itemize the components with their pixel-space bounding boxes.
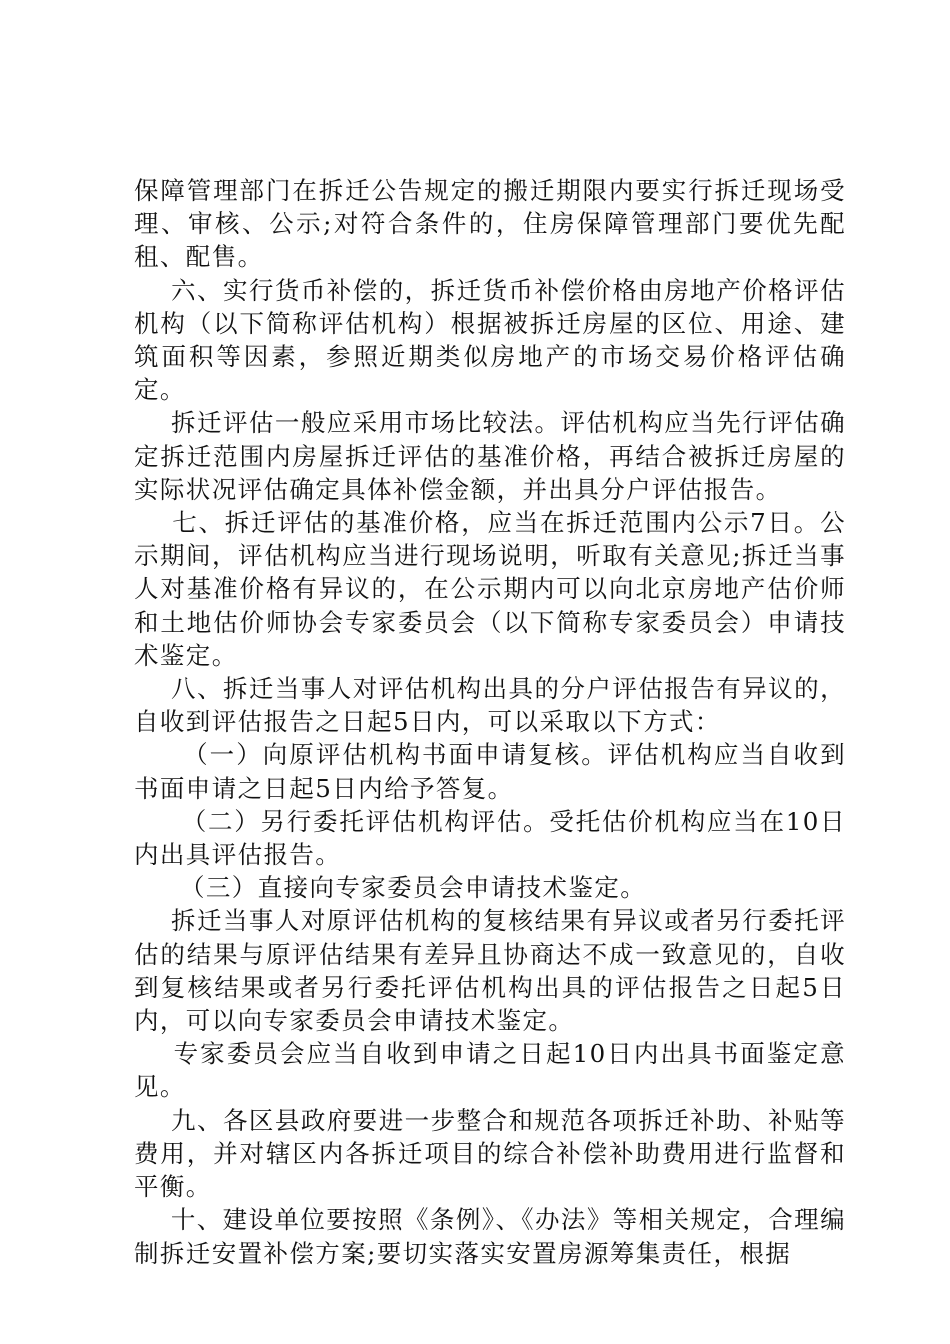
paragraph: 六、实行货币补偿的，拆迁货币补偿价格由房地产价格评估机构（以下简称评估机构）根据被拆迁房屋的区位、用途、建筑面积等因素，参照近期类似房地产的市场交易价格评估确定。 xyxy=(134,275,846,405)
paragraph: 专家委员会应当自收到申请之日起10日内出具书面鉴定意见。 xyxy=(134,1039,846,1102)
paragraph: 拆迁当事人对原评估机构的复核结果有异议或者另行委托评估的结果与原评估结果有差异且协商达不成一致意见的，自收到复核结果或者另行委托评估机构出具的评估报告之日起5日内，可以向专家委员会申请技术鉴定。 xyxy=(134,906,846,1036)
paragraph: （三）直接向专家委员会申请技术鉴定。 xyxy=(134,873,647,903)
paragraph: 拆迁评估一般应采用市场比较法。评估机构应当先行评估确定拆迁范围内房屋拆迁评估的基准价格，再结合被拆迁房屋的实际状况评估确定具体补偿金额，并出具分户评估报告。 xyxy=(134,408,846,504)
paragraph: 保障管理部门在拆迁公告规定的搬迁期限内要实行拆迁现场受理、审核、公示;对符合条件的，住房保障管理部门要优先配租、配售。 xyxy=(134,176,846,272)
paragraph: 十、建设单位要按照《条例》、《办法》等相关规定，合理编制拆迁安置补偿方案;要切实落实安置房源筹集责任，根据 xyxy=(134,1205,846,1268)
paragraph: 七、拆迁评估的基准价格，应当在拆迁范围内公示7日。公示期间，评估机构应当进行现场说明，听取有关意见;拆迁当事人对基准价格有异议的，在公示期内可以向北京房地产估价师和土地估价师协会专家委员会（以下简称专家委员会）申请技术鉴定。 xyxy=(134,508,846,670)
paragraph: 九、各区县政府要进一步整合和规范各项拆迁补助、补贴等费用，并对辖区内各拆迁项目的综合补偿补助费用进行监督和平衡。 xyxy=(134,1105,846,1202)
paragraph: （二）另行委托评估机构评估。受托估价机构应当在10日内出具评估报告。 xyxy=(134,806,846,870)
document-body xyxy=(134,174,846,1270)
paragraph: 八、拆迁当事人对评估机构出具的分户评估报告有异议的，自收到评估报告之日起5日内，可以采取以下方式： xyxy=(134,674,846,737)
paragraph: （一）向原评估机构书面申请复核。评估机构应当自收到书面申请之日起5日内给予答复。 xyxy=(134,740,846,803)
